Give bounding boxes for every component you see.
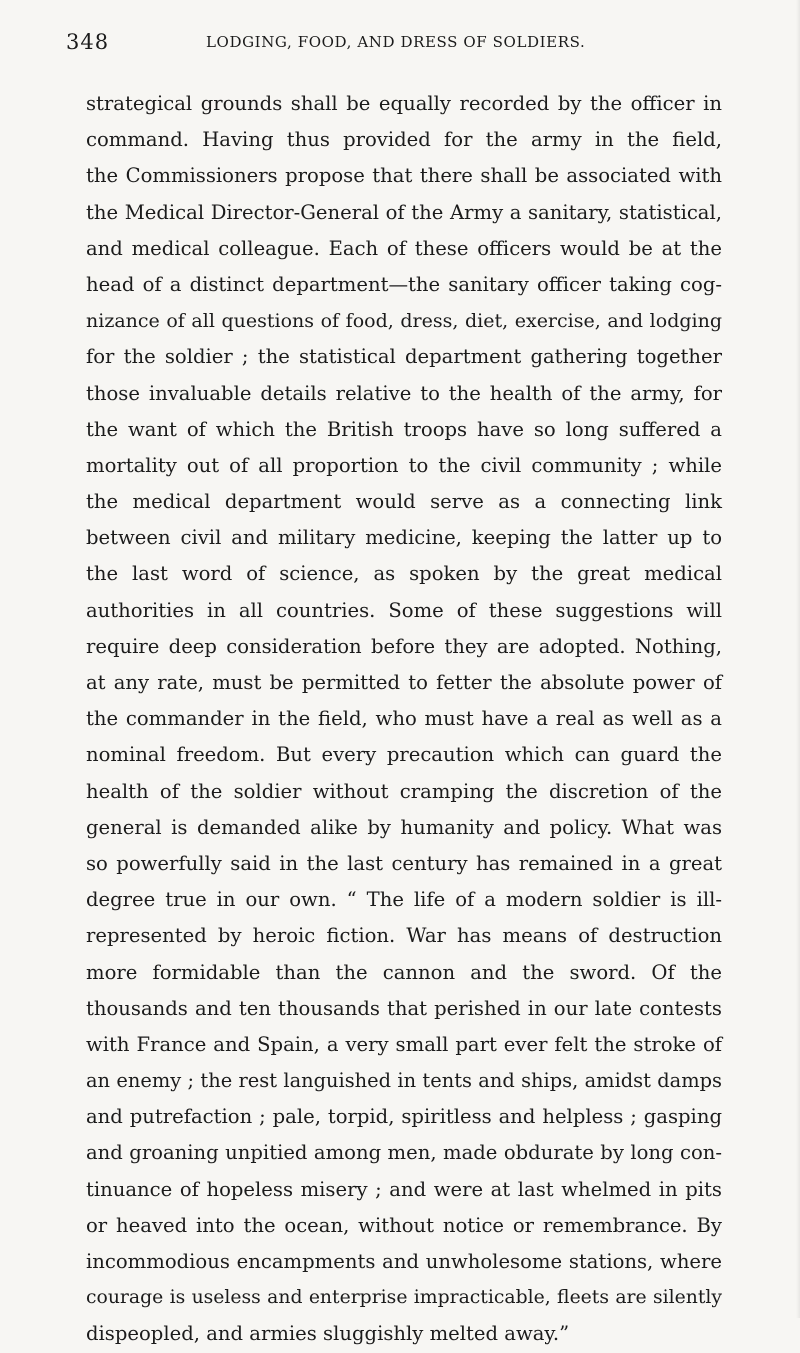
text-line: at any rate, must be permitted to fetter the absolute power of bbox=[86, 671, 722, 694]
text-line: the want of which the British troops have so long suffered a bbox=[86, 417, 722, 441]
text-line: the Commissioners propose that there shall be associated with bbox=[86, 164, 722, 188]
text-line: and groaning unpitied among men, made obdurate by long con- bbox=[86, 1141, 722, 1165]
text-line: thousands and ten thousands that perished in our late contests bbox=[86, 996, 722, 1020]
text-line: incommodious encampments and unwholesome stations, where bbox=[86, 1250, 722, 1273]
text-line: degree true in our own. “ The life of a modern soldier is ill- bbox=[86, 888, 722, 912]
text-line: or heaved into the ocean, without notice or remembrance. By bbox=[86, 1213, 722, 1237]
text-line: for the soldier ; the statistical department gathering together bbox=[86, 345, 722, 369]
text-line: nizance of all questions of food, dress, diet, exercise, and lodging bbox=[86, 310, 722, 333]
text-line: the commander in the field, who must have a real as well as a bbox=[86, 707, 722, 731]
body-paragraph bbox=[86, 86, 722, 1353]
text-line: represented by heroic fiction. War has means of destruction bbox=[86, 924, 722, 948]
page-edge bbox=[796, 0, 800, 1318]
text-line: authorities in all countries. Some of these suggestions will bbox=[86, 598, 722, 622]
text-line: head of a distinct department—the sanitary officer taking cog- bbox=[86, 272, 722, 296]
running-head-title: LODGING, FOOD, AND DRESS OF SOLDIERS. bbox=[206, 33, 586, 51]
text-line: more formidable than the cannon and the sword. Of the bbox=[86, 960, 722, 984]
text-line: and putrefaction ; pale, torpid, spiritless and helpless ; gasping bbox=[86, 1105, 722, 1129]
text-line: dispeopled, and armies sluggishly melted away.” bbox=[86, 1322, 570, 1346]
text-line: between civil and military medicine, keeping the latter up to bbox=[86, 526, 722, 550]
text-line: command. Having thus provided for the army in the field, bbox=[86, 128, 722, 152]
text-line: and medical colleague. Each of these officers would be at the bbox=[86, 236, 722, 260]
text-line: require deep consideration before they are adopted. Nothing, bbox=[86, 634, 722, 658]
text-line: general is demanded alike by humanity and policy. What was bbox=[86, 815, 722, 839]
text-line: mortality out of all proportion to the civil community ; while bbox=[86, 453, 722, 477]
text-line: so powerfully said in the last century has remained in a great bbox=[86, 851, 722, 875]
text-line: courage is useless and enterprise impracticable, fleets are silently bbox=[86, 1287, 722, 1309]
text-line: an enemy ; the rest languished in tents and ships, amidst damps bbox=[86, 1069, 722, 1093]
text-line: with France and Spain, a very small part ever felt the stroke of bbox=[86, 1032, 722, 1056]
text-line: strategical grounds shall be equally recorded by the officer in bbox=[86, 92, 722, 115]
text-line: tinuance of hopeless misery ; and were at last whelmed in pits bbox=[86, 1177, 722, 1201]
text-line: the last word of science, as spoken by the great medical bbox=[86, 562, 722, 586]
text-line: the medical department would serve as a connecting link bbox=[86, 490, 722, 514]
page-number: 348 bbox=[66, 30, 110, 54]
text-line: health of the soldier without cramping the discretion of the bbox=[86, 779, 722, 803]
text-line: the Medical Director-General of the Army a sanitary, statistical, bbox=[86, 200, 722, 224]
text-line: those invaluable details relative to the health of the army, for bbox=[86, 381, 722, 405]
running-head bbox=[66, 30, 730, 58]
text-line: nominal freedom. But every precaution which can guard the bbox=[86, 743, 722, 767]
